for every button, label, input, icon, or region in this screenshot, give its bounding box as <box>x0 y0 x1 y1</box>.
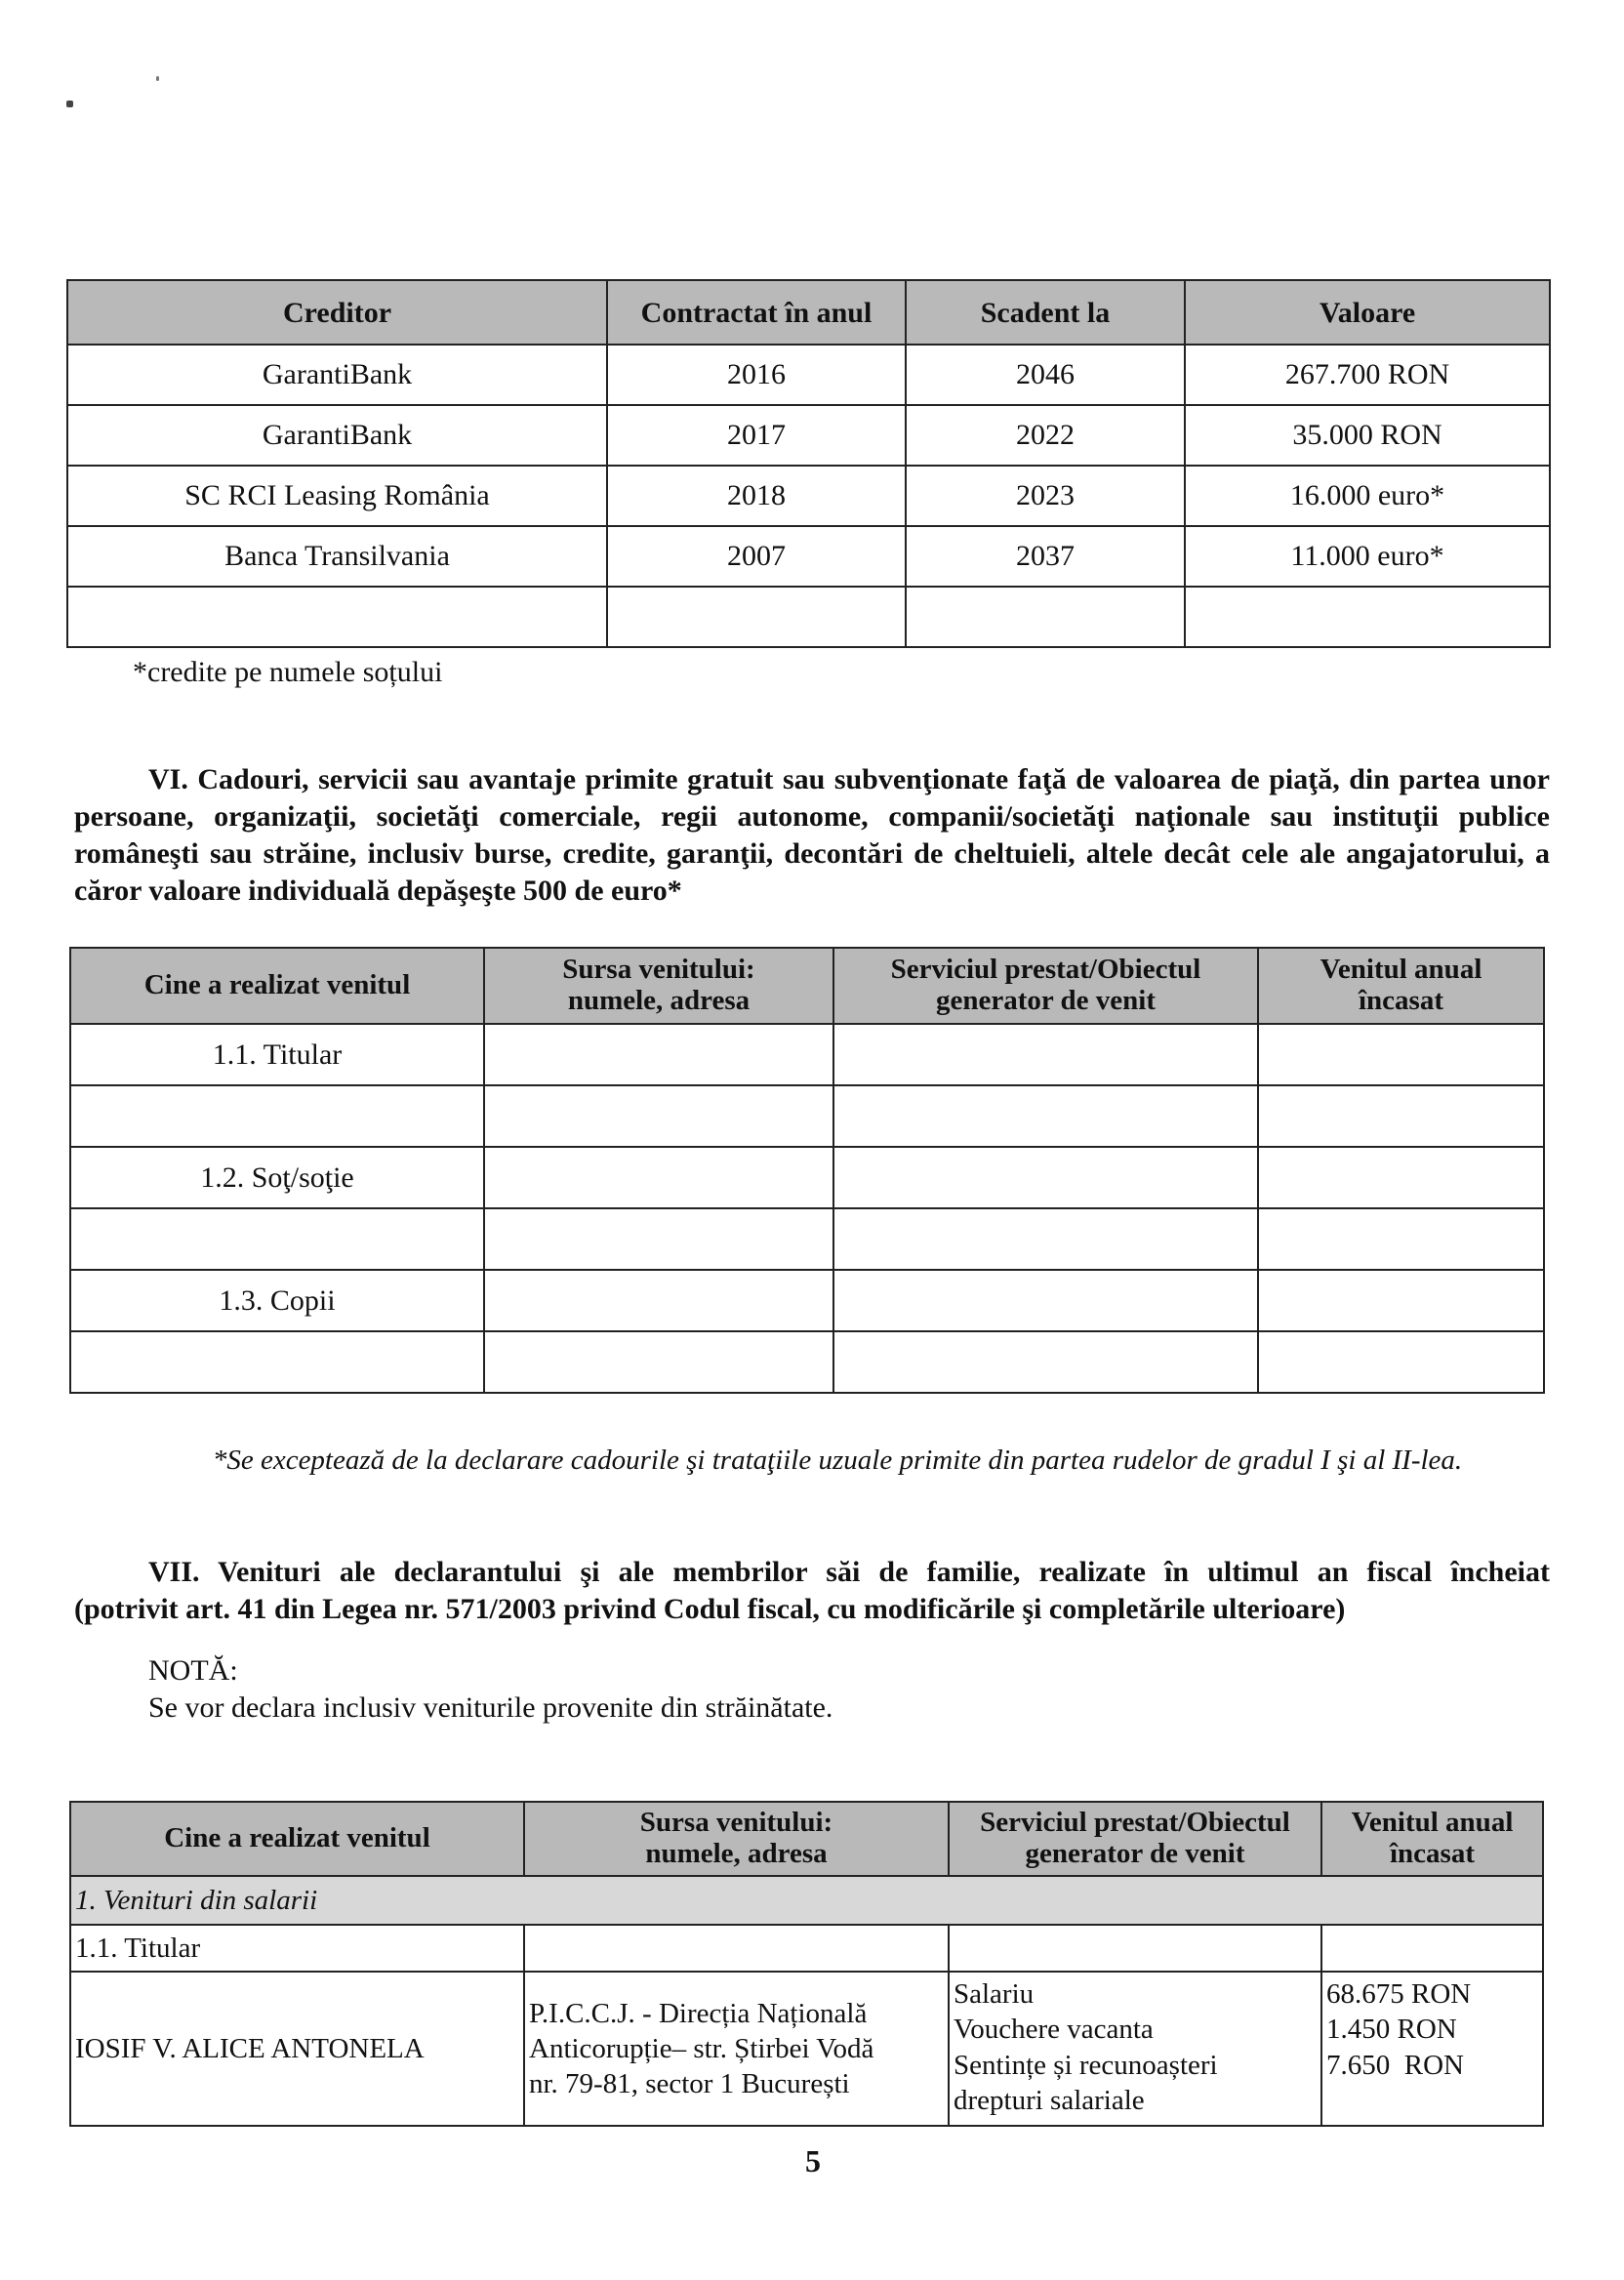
column-header-who: Cine a realizat venitul <box>70 1802 524 1876</box>
column-header-income: Venitul anual încasat <box>1321 1802 1543 1876</box>
due-cell: 2022 <box>906 405 1185 466</box>
value-cell: 11.000 euro* <box>1185 526 1550 587</box>
source-cell <box>484 1024 833 1085</box>
table-row <box>67 345 1550 405</box>
table-row <box>70 1331 1544 1393</box>
table-header-row <box>70 948 1544 1024</box>
contracted-year-cell: 2016 <box>607 345 906 405</box>
section-vi-heading-text: VI. Cadouri, servicii sau avantaje primite gratuit sau subvenţionate faţă de valoarea de piaţă, din partea unor persoane, organizaţii, societăţi comerciale, regii autonome, companii/societăţi naţionale sau instituţii publice româneşti sau străine, inclusiv burse, credite, garanţii, decontări de cheltuieli, altele decât cele ale angajatorului, a căror valoare individuală depăşeşte 500 de euro* <box>74 763 1550 907</box>
service-cell <box>833 1085 1258 1147</box>
source-cell <box>524 1925 949 1972</box>
creditor-cell: GarantiBank <box>67 345 607 405</box>
who-cell <box>70 1331 484 1393</box>
service-cell <box>949 1925 1321 1972</box>
income-cell <box>1258 1208 1544 1270</box>
column-header-creditor: Creditor <box>67 280 607 345</box>
source-cell <box>484 1208 833 1270</box>
table-row <box>70 1147 1544 1208</box>
service-cell <box>833 1024 1258 1085</box>
service-cell <box>833 1208 1258 1270</box>
who-cell: 1.1. Titular <box>70 1024 484 1085</box>
income-table <box>69 1801 1544 2127</box>
value-cell: 267.700 RON <box>1185 345 1550 405</box>
table-row <box>67 526 1550 587</box>
nota-label: NOTĂ: <box>148 1654 238 1687</box>
table-header-row <box>70 1802 1543 1876</box>
creditor-cell: SC RCI Leasing România <box>67 466 607 526</box>
subsection-salaries: 1. Venituri din salarii <box>70 1876 1543 1925</box>
income-cell: 68.675 RON 1.450 RON 7.650 RON <box>1321 1972 1543 2126</box>
table-row-empty <box>67 587 1550 647</box>
table-row <box>70 1208 1544 1270</box>
table-row <box>70 1085 1544 1147</box>
service-cell <box>833 1331 1258 1393</box>
column-header-source: Sursa venitului: numele, adresa <box>524 1802 949 1876</box>
column-header-source: Sursa venitului: numele, adresa <box>484 948 833 1024</box>
table-row <box>70 1972 1543 2126</box>
gifts-exception-note: *Se exceptează de la declarare cadourile şi trataţiile uzuale primite din partea rudelor de gradul I şi al II-lea. <box>212 1445 1463 1476</box>
scan-mark <box>66 101 73 107</box>
value-cell: 35.000 RON <box>1185 405 1550 466</box>
creditor-cell: GarantiBank <box>67 405 607 466</box>
table-row <box>70 1925 1543 1972</box>
column-header-who: Cine a realizat venitul <box>70 948 484 1024</box>
section-vi-heading <box>74 761 1550 910</box>
income-cell <box>1258 1270 1544 1331</box>
who-cell: 1.3. Copii <box>70 1270 484 1331</box>
contracted-year-cell: 2007 <box>607 526 906 587</box>
creditor-cell: Banca Transilvania <box>67 526 607 587</box>
section-vii-heading-line1: VII. Venituri ale declarantului şi ale membrilor săi de familie, realizate în ultimul an fiscal încheiat <box>148 1556 1550 1588</box>
income-cell <box>1258 1085 1544 1147</box>
income-cell <box>1321 1925 1543 1972</box>
due-cell: 2023 <box>906 466 1185 526</box>
column-header-due: Scadent la <box>906 280 1185 345</box>
value-cell <box>1185 587 1550 647</box>
who-cell: 1.1. Titular <box>70 1925 524 1972</box>
due-cell: 2037 <box>906 526 1185 587</box>
section-vii-heading-line2: (potrivit art. 41 din Legea nr. 571/2003 privind Codul fiscal, cu modificările şi completările ulterioare) <box>74 1593 1346 1625</box>
column-header-contracted-year: Contractat în anul <box>607 280 906 345</box>
who-cell <box>70 1085 484 1147</box>
gifts-table <box>69 947 1545 1394</box>
income-cell <box>1258 1147 1544 1208</box>
service-cell: Salariu Vouchere vacanta Sentințe și recunoașteri drepturi salariale <box>949 1972 1321 2126</box>
table-header-row <box>67 280 1550 345</box>
column-header-income: Venitul anual încasat <box>1258 948 1544 1024</box>
due-cell: 2046 <box>906 345 1185 405</box>
source-cell <box>484 1331 833 1393</box>
source-cell <box>484 1147 833 1208</box>
income-cell <box>1258 1331 1544 1393</box>
table-row <box>70 1270 1544 1331</box>
table-row <box>67 405 1550 466</box>
service-cell <box>833 1270 1258 1331</box>
contracted-year-cell: 2017 <box>607 405 906 466</box>
debts-table <box>66 279 1551 648</box>
value-cell: 16.000 euro* <box>1185 466 1550 526</box>
scan-mark <box>156 76 159 81</box>
who-cell <box>70 1208 484 1270</box>
section-vii-heading <box>74 1554 1550 1628</box>
page-number: 5 <box>805 2143 821 2178</box>
source-cell <box>484 1085 833 1147</box>
debts-footnote: *credite pe numele soțului <box>133 656 443 688</box>
contracted-year-cell: 2018 <box>607 466 906 526</box>
service-cell <box>833 1147 1258 1208</box>
column-header-value: Valoare <box>1185 280 1550 345</box>
who-cell: IOSIF V. ALICE ANTONELA <box>70 1972 524 2126</box>
contracted-year-cell <box>607 587 906 647</box>
subsection-row <box>70 1876 1543 1925</box>
income-cell <box>1258 1024 1544 1085</box>
table-row <box>67 466 1550 526</box>
nota-text: Se vor declara inclusiv veniturile provenite din străinătate. <box>148 1691 833 1724</box>
source-cell <box>484 1270 833 1331</box>
creditor-cell <box>67 587 607 647</box>
table-row <box>70 1024 1544 1085</box>
column-header-service: Serviciul prestat/Obiectul generator de venit <box>949 1802 1321 1876</box>
due-cell <box>906 587 1185 647</box>
column-header-service: Serviciul prestat/Obiectul generator de venit <box>833 948 1258 1024</box>
source-cell: P.I.C.C.J. - Direcția Națională Anticorupție– str. Știrbei Vodă nr. 79-81, sector 1 București <box>524 1972 949 2126</box>
who-cell: 1.2. Soţ/soţie <box>70 1147 484 1208</box>
